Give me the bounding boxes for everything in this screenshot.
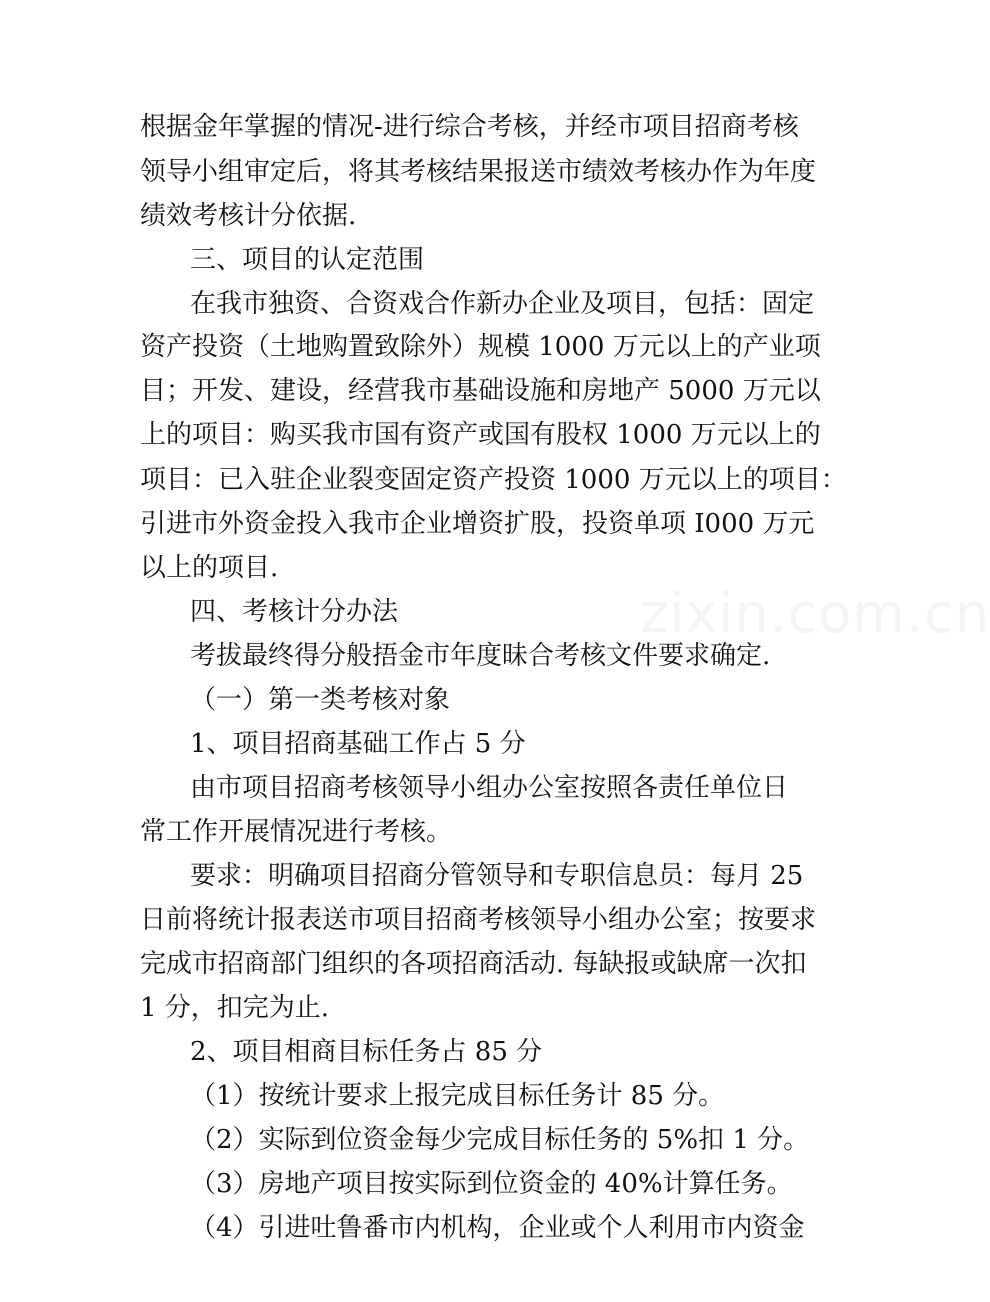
paragraph-line: 以上的项目.	[140, 553, 279, 583]
paragraph-line: 领导小组审定后，将其考核结果报送市绩效考核办作为年度	[140, 157, 817, 187]
paragraph-line: 上的项目：购买我市国有资产或国有股权 1000 万元以上的	[140, 420, 821, 450]
list-item: （1）按统计要求上报完成目标任务计 85 分。	[190, 1081, 725, 1111]
list-item: （3）房地产项目按实际到位资金的 40%计算任务。	[190, 1169, 793, 1199]
paragraph-line: 考拔最终得分般捂金市年度昧合考核文件要求确定.	[190, 641, 771, 671]
paragraph-line: 常工作开展情况进行考核。	[140, 817, 453, 847]
paragraph-line: 根据金年掌握的情况-进行综合考核，并经市项目招商考核	[140, 112, 799, 142]
paragraph-line: 资产投资（土地购置致除外）规模 1000 万元以上的产业项	[140, 332, 821, 362]
paragraph-line: 在我市独资、合资戏合作新办企业及项目，包括：固定	[190, 289, 815, 319]
subsection-heading: 2、项目相商目标任务占 85 分	[190, 1037, 543, 1067]
list-item: （2）实际到位资金每少完成目标任务的 5%扣 1 分。	[190, 1125, 810, 1155]
paragraph-line: 要求：明确项目招商分管领导和专职信息员：每月 25	[190, 861, 804, 891]
paragraph-line: 日前将统计报表送市项目招商考核领导小组办公室；按要求	[140, 905, 817, 935]
paragraph-line: 项目：已入驻企业裂变固定资产投资 1000 万元以上的项目：	[140, 465, 847, 495]
paragraph-line: 1 分，扣完为止.	[140, 993, 330, 1023]
paragraph-line: 完成市招商部门组织的各项招商活动. 每缺报或缺席一次扣	[140, 949, 807, 979]
watermark: zixin.com.cn	[640, 582, 990, 645]
paragraph-line: 绩效考核计分依据.	[140, 201, 357, 231]
paragraph-line: 由市项目招商考核领导小组办公室按照各责任单位日	[190, 773, 789, 803]
paragraph-line: 目；开发、建设，经营我市基础设施和房地产 5000 万元以	[140, 376, 821, 406]
subsection-heading: （一）第一类考核对象	[190, 685, 451, 715]
subsection-heading: 1、项目招商基础工作占 5 分	[190, 729, 526, 759]
paragraph-line: 引进市外资金投入我市企业增资扩股，投资单项 I000 万元	[140, 509, 815, 539]
section-heading: 三、项目的认定范围	[190, 245, 425, 275]
list-item: （4）引进吐鲁番市内机构，企业或个人利用市内资金	[190, 1213, 805, 1243]
section-heading: 四、考核计分办法	[190, 597, 399, 627]
